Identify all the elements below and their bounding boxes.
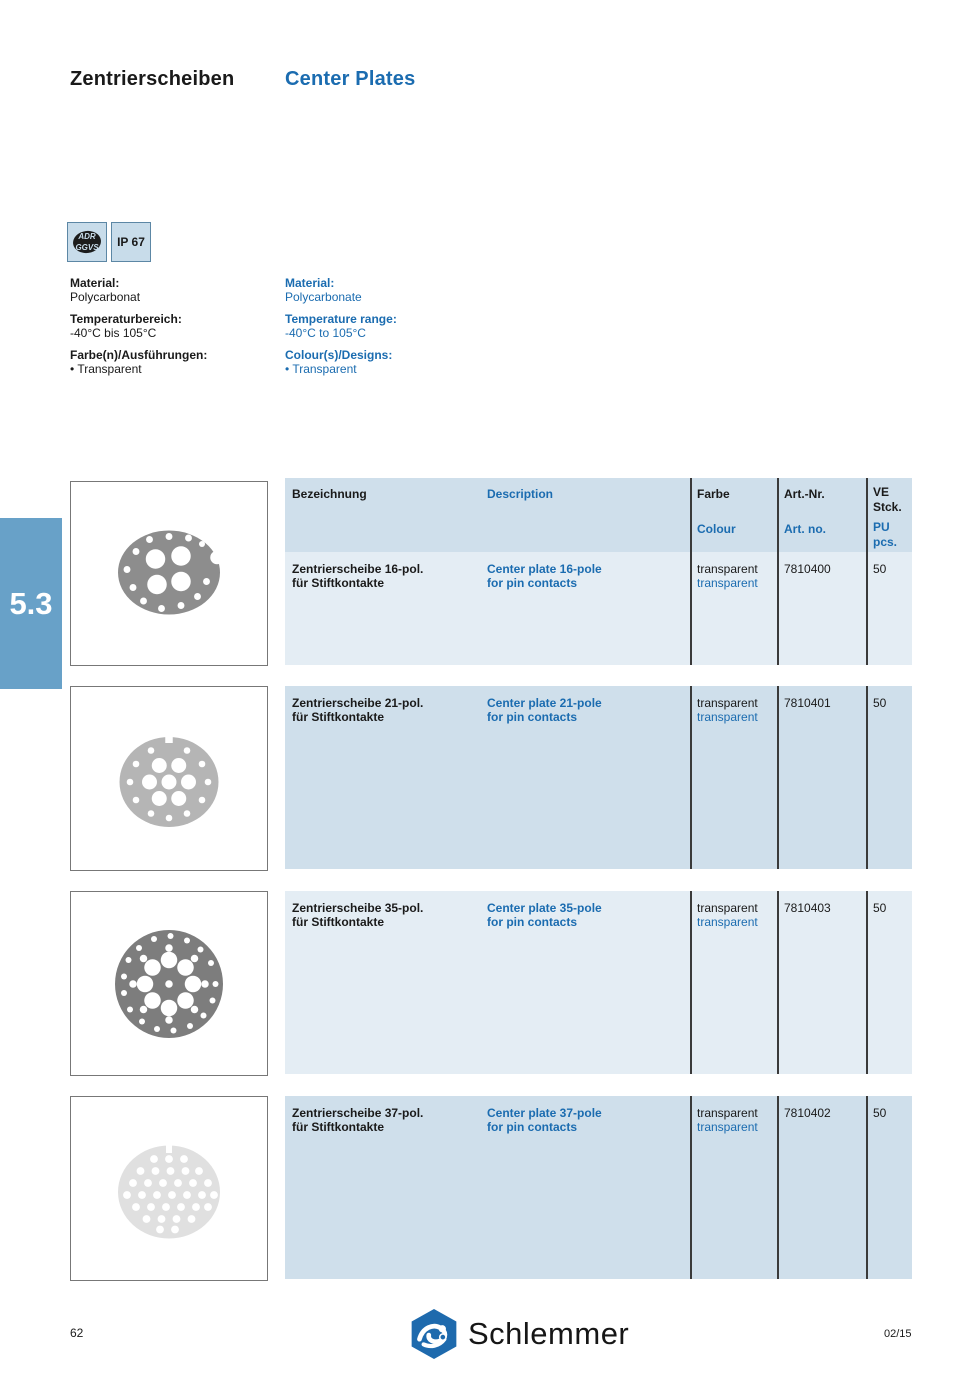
column-divider	[777, 891, 779, 1074]
row-name-en2: for pin contacts	[487, 1120, 578, 1134]
column-divider	[866, 686, 868, 869]
row-colour-de: transparent	[697, 562, 758, 576]
column-divider	[866, 891, 868, 1074]
temperature-value-en: -40°C to 105°C	[285, 326, 366, 340]
column-divider	[777, 686, 779, 869]
svg-text:GGVS: GGVS	[75, 243, 99, 252]
edition-date: 02/15	[884, 1328, 912, 1340]
header-colour: Colour	[697, 522, 736, 536]
table-header	[285, 478, 912, 552]
header-pu: PU	[873, 520, 890, 534]
header-art-nr: Art.-Nr.	[784, 487, 825, 501]
row-colour-de: transparent	[697, 696, 758, 710]
table-row	[285, 1096, 912, 1279]
row-colour-en: transparent	[697, 576, 758, 590]
row-name-en: Center plate 16-pole	[487, 562, 602, 576]
brand-name: Schlemmer	[468, 1316, 630, 1351]
temperature-value-de: -40°C bis 105°C	[70, 326, 157, 340]
row-pu: 50	[873, 901, 887, 915]
specs-german	[70, 276, 290, 384]
disc-16-pole-image	[94, 499, 244, 649]
header-bezeichnung: Bezeichnung	[292, 487, 367, 501]
row-pu: 50	[873, 562, 887, 576]
brand-logo	[408, 1308, 629, 1360]
column-divider	[866, 478, 868, 552]
header-farbe: Farbe	[697, 487, 730, 501]
page-title-german: Zentrierscheiben	[70, 68, 235, 90]
table-row	[285, 552, 912, 665]
table-row	[285, 891, 912, 1074]
row-name-de2: für Stiftkontakte	[292, 576, 385, 590]
column-divider	[690, 1096, 692, 1279]
column-divider	[690, 686, 692, 869]
column-divider	[690, 891, 692, 1074]
section-tab-5-3: 5.3	[0, 518, 62, 689]
column-divider	[777, 478, 779, 552]
disc-37-pole-image	[94, 1114, 244, 1264]
row-colour-de: transparent	[697, 1106, 758, 1120]
specs-english	[285, 276, 505, 384]
svg-text:ADR: ADR	[78, 232, 96, 241]
row-name-en2: for pin contacts	[487, 915, 578, 929]
table-row	[285, 686, 912, 869]
column-divider	[690, 552, 692, 665]
adr-ggvs-icon	[72, 229, 102, 255]
ip67-badge: IP 67	[111, 222, 151, 262]
row-art-no: 7810400	[784, 562, 831, 576]
product-photo-37-pole	[70, 1096, 268, 1281]
adr-ggvs-badge	[67, 222, 107, 262]
colour-label-de: Farbe(n)/Ausführungen:	[70, 348, 208, 362]
row-pu: 50	[873, 1106, 887, 1120]
header-pcs: pcs.	[873, 535, 898, 549]
row-name-de: Zentrierscheibe 35-pol.	[292, 901, 424, 915]
temperature-label-en: Temperature range:	[285, 312, 397, 326]
disc-21-pole-image	[94, 704, 244, 854]
disc-35-pole-image	[94, 909, 244, 1059]
row-name-en: Center plate 37-pole	[487, 1106, 602, 1120]
row-art-no: 7810402	[784, 1106, 831, 1120]
material-value-en: Polycarbonate	[285, 290, 362, 304]
row-name-de2: für Stiftkontakte	[292, 1120, 385, 1134]
header-ve: VE	[873, 485, 890, 499]
row-colour-en: transparent	[697, 710, 758, 724]
column-divider	[866, 552, 868, 665]
row-name-de: Zentrierscheibe 16-pol.	[292, 562, 424, 576]
column-divider	[866, 1096, 868, 1279]
header-art-no: Art. no.	[784, 522, 826, 536]
header-description: Description	[487, 487, 554, 501]
header-stck: Stck.	[873, 500, 902, 514]
schlemmer-hexagon-icon	[408, 1308, 460, 1360]
row-name-en: Center plate 35-pole	[487, 901, 602, 915]
page-number: 62	[70, 1326, 84, 1340]
product-photo-21-pole	[70, 686, 268, 871]
colour-value-de: • Transparent	[70, 362, 142, 376]
product-photo-35-pole	[70, 891, 268, 1076]
column-divider	[777, 1096, 779, 1279]
row-art-no: 7810401	[784, 696, 831, 710]
row-colour-de: transparent	[697, 901, 758, 915]
row-pu: 50	[873, 696, 887, 710]
material-label-en: Material:	[285, 276, 335, 290]
page-title-english: Center Plates	[285, 68, 416, 90]
product-photo-16-pole	[70, 481, 268, 666]
row-name-de2: für Stiftkontakte	[292, 710, 385, 724]
colour-value-en: • Transparent	[285, 362, 357, 376]
row-name-en2: for pin contacts	[487, 710, 578, 724]
material-value-de: Polycarbonat	[70, 290, 141, 304]
row-colour-en: transparent	[697, 1120, 758, 1134]
column-divider	[690, 478, 692, 552]
row-name-en: Center plate 21-pole	[487, 696, 602, 710]
row-name-de2: für Stiftkontakte	[292, 915, 385, 929]
row-name-de: Zentrierscheibe 21-pol.	[292, 696, 424, 710]
row-name-de: Zentrierscheibe 37-pol.	[292, 1106, 424, 1120]
row-art-no: 7810403	[784, 901, 831, 915]
row-name-en2: for pin contacts	[487, 576, 578, 590]
temperature-label-de: Temperaturbereich:	[70, 312, 182, 326]
row-colour-en: transparent	[697, 915, 758, 929]
material-label-de: Material:	[70, 276, 120, 290]
colour-label-en: Colour(s)/Designs:	[285, 348, 393, 362]
column-divider	[777, 552, 779, 665]
